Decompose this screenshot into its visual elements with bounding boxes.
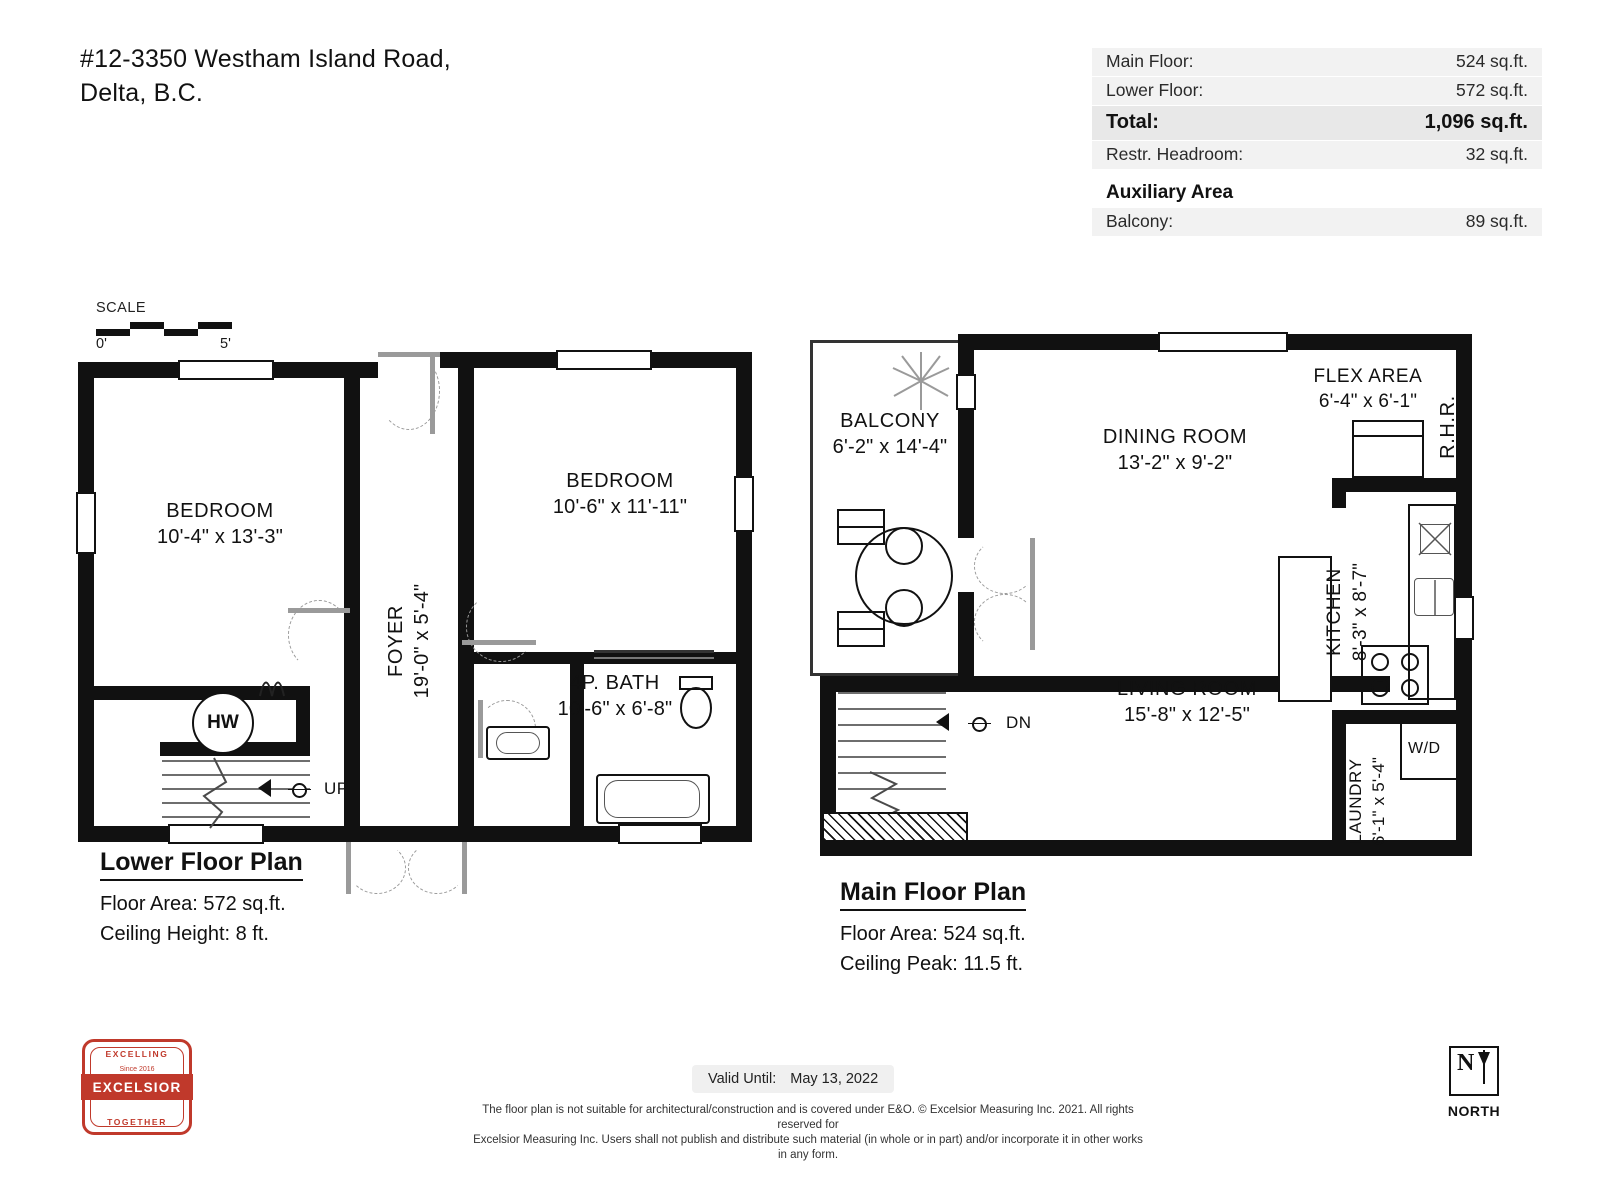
wall-exterior-bottom xyxy=(820,840,1340,856)
row-value: 524 sq.ft. xyxy=(1456,51,1528,71)
logo-name-band xyxy=(81,1074,193,1100)
furnace-squiggle-icon xyxy=(258,676,290,702)
dishwasher-x-icon xyxy=(1416,520,1454,558)
row-value: 89 sq.ft. xyxy=(1465,211,1528,231)
room-dims: 6'-2" x 14'-4" xyxy=(832,436,948,458)
valid-until-label: Valid Until: xyxy=(708,1071,777,1087)
door-leaf-entry-left xyxy=(346,842,351,894)
window-left-balcony xyxy=(956,374,976,410)
room-name: LAUNDRY xyxy=(1346,758,1365,844)
wd-label: W/D xyxy=(1408,740,1441,757)
restricted-headroom-label xyxy=(1435,367,1461,487)
sink-bowls-icon xyxy=(1414,578,1456,618)
room-dims: 10'-6" x 6'-8" xyxy=(557,698,673,720)
door-arc-balcony-upper xyxy=(974,538,1036,594)
room-dims: 10'-6" x 11'-11" xyxy=(552,496,688,518)
logo-top-text: EXCELLING xyxy=(105,1049,169,1059)
stair-landing-hatch xyxy=(822,812,968,842)
wall-foyer-left xyxy=(344,362,360,842)
room-name: FLEX AREA xyxy=(1313,366,1423,387)
logo-name: EXCELSIOR xyxy=(92,1079,182,1095)
dn-arrow-icon xyxy=(936,713,949,731)
window-top-right xyxy=(556,350,652,370)
room-dims: 19'-0" x 5'-4" xyxy=(411,583,433,699)
lower-floor-title: Lower Floor Plan xyxy=(100,848,303,881)
room-label-foyer xyxy=(383,521,435,761)
disclaimer-line-2: Excelsior Measuring Inc. Users shall not publish and distribute such material (in whole or in part) and/or incorporate it in other works in any form. xyxy=(473,1134,1143,1161)
room-label-living xyxy=(1042,676,1332,728)
stair-break-symbol xyxy=(196,756,236,830)
door-arc-entry-left xyxy=(348,842,406,894)
logo-since-text: Since 2016 xyxy=(119,1066,155,1073)
room-dims: 15'-8" x 12'-5" xyxy=(1123,704,1250,726)
closet-shelf xyxy=(594,650,714,653)
room-label-dining xyxy=(1030,424,1320,476)
room-dims: 13'-2" x 9'-2" xyxy=(1117,452,1233,474)
up-direction-dot-icon xyxy=(292,783,307,798)
main-floor-plan-drawing xyxy=(780,0,1600,1000)
plant-icon xyxy=(888,348,954,414)
wall-exterior-right xyxy=(736,352,752,842)
door-leaf-bedroom-right xyxy=(462,640,536,645)
main-floor-area: Floor Area: 524 sq.ft. xyxy=(840,923,1026,945)
balcony-wall-left xyxy=(810,340,813,676)
room-dims: 6'-1" x 5'-4" xyxy=(1369,756,1388,846)
wall-kitchen-left-top xyxy=(1332,478,1346,508)
sink-basin-icon xyxy=(496,732,540,754)
room-label-laundry xyxy=(1344,726,1390,876)
room-label-bedroom-left xyxy=(90,498,350,550)
fridge-divider-icon xyxy=(1352,420,1426,480)
room-name: BEDROOM xyxy=(166,500,274,522)
wall-entry-left xyxy=(310,826,350,842)
row-label: Restr. Headroom: xyxy=(1106,144,1244,164)
scale-end-label: 5' xyxy=(220,336,231,352)
main-floor-ceiling: Ceiling Peak: 11.5 ft. xyxy=(840,953,1024,975)
dn-label: DN xyxy=(1006,713,1032,732)
door-leaf-top xyxy=(430,356,435,434)
row-label: Main Floor: xyxy=(1106,51,1194,71)
room-name: BALCONY xyxy=(840,410,940,432)
auxiliary-area-heading: Auxiliary Area xyxy=(1092,180,1542,208)
dn-direction-dot-icon xyxy=(972,717,987,732)
up-arrow-icon xyxy=(258,779,271,797)
door-leaf-bath xyxy=(478,700,483,758)
north-arrow-icon xyxy=(1478,1052,1490,1066)
room-name: LIVING ROOM xyxy=(1117,678,1257,700)
scale-title: SCALE xyxy=(96,300,147,316)
wall-exterior-left xyxy=(78,362,94,842)
door-arc-balcony-lower xyxy=(974,594,1036,650)
excelsior-logo xyxy=(78,1036,196,1138)
window-top xyxy=(1158,332,1288,352)
north-box-icon xyxy=(1449,1046,1499,1096)
room-name: FOYER xyxy=(385,605,407,677)
room-label-bedroom-right xyxy=(480,468,760,520)
hot-water-tank-icon xyxy=(192,692,254,754)
window-bottom-right xyxy=(618,824,702,844)
lower-floor-area: Floor Area: 572 sq.ft. xyxy=(100,893,286,915)
lower-floor-ceiling: Ceiling Height: 8 ft. xyxy=(100,923,269,945)
valid-until-badge xyxy=(692,1065,894,1093)
main-floor-title: Main Floor Plan xyxy=(840,878,1026,911)
window-right-kitchen xyxy=(1454,596,1474,640)
balcony-wall-top xyxy=(810,340,970,343)
row-value: 1,096 sq.ft. xyxy=(1424,111,1528,133)
room-dims: 10'-4" x 13'-3" xyxy=(156,526,283,548)
hw-label: HW xyxy=(207,712,239,733)
window-top-left xyxy=(178,360,274,380)
address-line-1: #12-3350 Westham Island Road, xyxy=(80,45,451,73)
door-arc-bedroom-right xyxy=(466,592,536,662)
north-label: NORTH xyxy=(1447,1103,1501,1119)
door-leaf-bedroom-left xyxy=(288,608,350,613)
lower-floor-caption xyxy=(100,848,303,948)
room-name: 4P. BATH xyxy=(570,672,660,694)
room-name: BEDROOM xyxy=(566,470,674,492)
rhr-label: R.H.R. xyxy=(1437,395,1459,459)
door-leaf-balcony-upper xyxy=(1030,538,1035,594)
logo-bottom-text: TOGETHER xyxy=(107,1117,167,1127)
door-leaf-entry-right xyxy=(462,842,467,894)
bathtub-basin-icon xyxy=(604,780,700,818)
room-name: DINING ROOM xyxy=(1102,426,1248,448)
valid-until-date: May 13, 2022 xyxy=(790,1071,879,1087)
room-dims: 6'-4" x 6'-1" xyxy=(1318,391,1418,412)
patio-table-icon xyxy=(826,500,966,650)
door-arc-entry-right xyxy=(408,842,466,894)
up-label: UP xyxy=(324,779,349,798)
room-label-balcony xyxy=(800,408,980,460)
room-dims: 8'-3" x 8'-7" xyxy=(1350,562,1371,662)
room-label-kitchen xyxy=(1322,517,1374,707)
address-line-2: Delta, B.C. xyxy=(80,79,204,107)
closet-rail xyxy=(594,657,714,659)
row-label: Lower Floor: xyxy=(1106,80,1204,100)
wall-foyer-right-lower xyxy=(458,648,474,842)
north-letter: N xyxy=(1457,1050,1475,1076)
disclaimer-text xyxy=(468,1103,1148,1163)
row-value: 32 sq.ft. xyxy=(1465,144,1528,164)
scale-start-label: 0' xyxy=(96,336,107,352)
disclaimer-line-1: The floor plan is not suitable for architectural/construction and is covered under E&O. © Excelsior Measuring Inc. 2021. All rights reserved for xyxy=(482,1104,1134,1131)
room-label-bath xyxy=(500,670,730,722)
door-leaf-balcony-lower xyxy=(1030,594,1035,650)
row-value: 572 sq.ft. xyxy=(1456,80,1528,100)
row-label: Balcony: xyxy=(1106,211,1174,231)
wall-entry-right xyxy=(466,826,510,842)
door-leaf-top-h xyxy=(378,352,440,357)
room-name: KITCHEN xyxy=(1324,568,1345,656)
main-floor-caption xyxy=(840,878,1026,978)
row-label: Total: xyxy=(1106,111,1159,133)
north-indicator xyxy=(1436,1046,1512,1119)
